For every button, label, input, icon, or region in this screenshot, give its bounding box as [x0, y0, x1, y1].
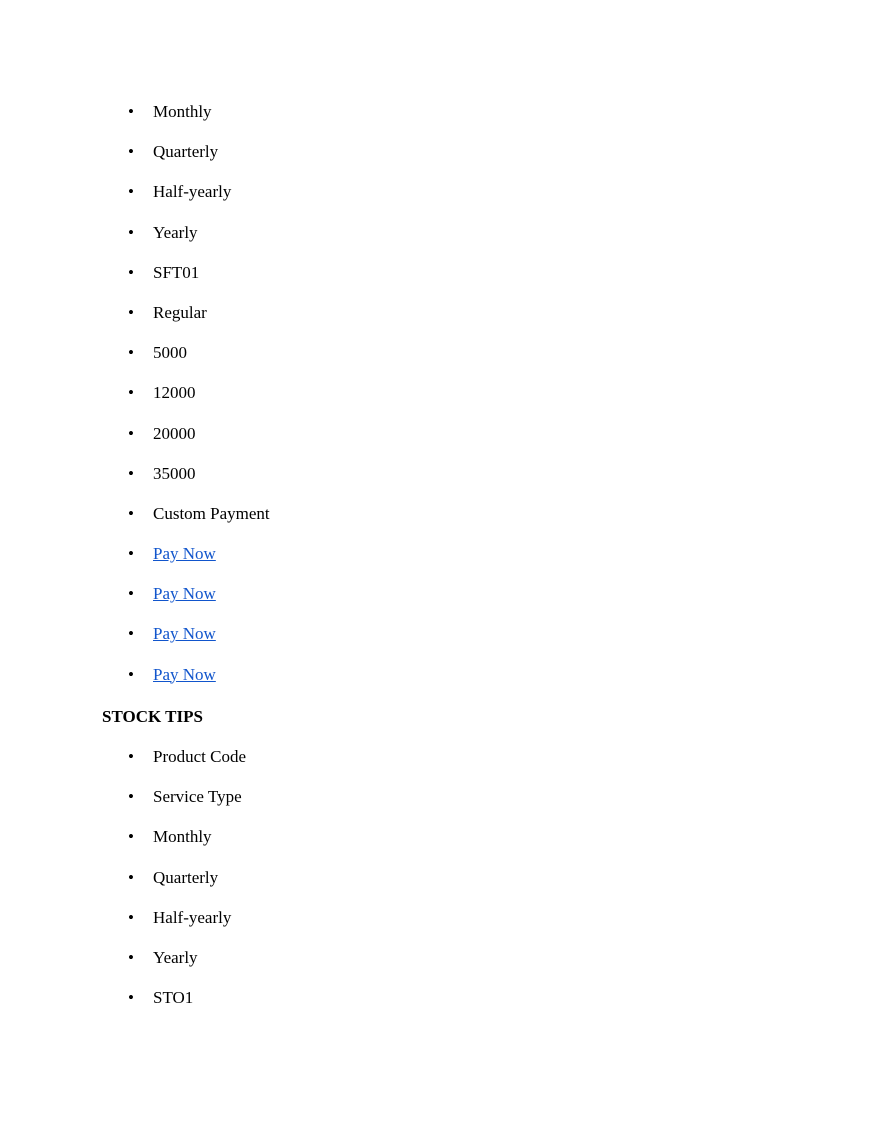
- list-item-label: 12000: [153, 383, 196, 403]
- list-item-label: Product Code: [153, 747, 247, 766]
- bullet-icon: •: [128, 947, 134, 967]
- bullet-icon: •: [128, 503, 134, 523]
- bullet-icon: •: [128, 102, 134, 121]
- list-item-label: Half-yearly: [153, 907, 232, 927]
- bullet-icon: •: [128, 827, 134, 847]
- pay-now-link[interactable]: Pay Now: [153, 664, 216, 684]
- pay-now-link[interactable]: Pay Now: [153, 624, 216, 644]
- bullet-icon: •: [128, 142, 134, 162]
- bullet-icon: •: [128, 747, 134, 766]
- bullet-icon: •: [128, 262, 134, 282]
- list-item: [0, 132, 870, 172]
- list-item: [0, 737, 870, 777]
- list-item: [0, 333, 870, 373]
- bullet-icon: •: [128, 867, 134, 887]
- list-item-label: Quarterly: [153, 142, 219, 162]
- stock-tips-list: [0, 737, 870, 1018]
- list-item: [0, 414, 870, 454]
- list-item: [0, 574, 870, 614]
- list-item-label: Monthly: [153, 102, 212, 121]
- list-item-label: 20000: [153, 423, 196, 443]
- list-item-label: Yearly: [153, 222, 198, 242]
- list-item-label: Quarterly: [153, 867, 219, 887]
- bullet-icon: •: [128, 222, 134, 242]
- list-item-label: Custom Payment: [153, 503, 270, 523]
- list-item: [0, 494, 870, 534]
- bullet-icon: •: [128, 544, 134, 564]
- bullet-icon: •: [128, 302, 134, 322]
- list-item-label: Regular: [153, 302, 207, 322]
- list-item-label: SFT01: [153, 262, 200, 282]
- list-item-label: Service Type: [153, 787, 242, 807]
- bullet-icon: •: [128, 664, 134, 684]
- bullet-icon: •: [128, 182, 134, 202]
- list-item: [0, 293, 870, 333]
- list-item: [0, 213, 870, 253]
- pay-now-link[interactable]: Pay Now: [153, 544, 216, 564]
- bullet-icon: •: [128, 584, 134, 604]
- list-item-label: Half-yearly: [153, 182, 232, 202]
- list-item: [0, 858, 870, 898]
- list-item: [0, 614, 870, 654]
- list-item: [0, 373, 870, 413]
- list-item-label: 35000: [153, 463, 196, 483]
- pricing-list: [0, 92, 870, 695]
- bullet-icon: •: [128, 423, 134, 443]
- bullet-icon: •: [128, 787, 134, 807]
- list-item: [0, 534, 870, 574]
- list-item-label: 5000: [153, 343, 187, 363]
- list-item: [0, 454, 870, 494]
- list-item: [0, 92, 870, 132]
- list-item: [0, 938, 870, 978]
- section-heading: STOCK TIPS: [102, 707, 203, 726]
- bullet-icon: •: [128, 463, 134, 483]
- list-item: [0, 172, 870, 212]
- list-item-label: Monthly: [153, 827, 212, 847]
- bullet-icon: •: [128, 907, 134, 927]
- list-item: [0, 817, 870, 857]
- pay-now-link[interactable]: Pay Now: [153, 584, 216, 604]
- list-item: [0, 978, 870, 1018]
- list-item-label: Yearly: [153, 947, 198, 967]
- list-item: [0, 898, 870, 938]
- list-item-label: STO1: [153, 988, 194, 1008]
- bullet-icon: •: [128, 988, 134, 1008]
- bullet-icon: •: [128, 624, 134, 644]
- list-item: [0, 253, 870, 293]
- bullet-icon: •: [128, 343, 134, 363]
- bullet-icon: •: [128, 383, 134, 403]
- list-item: [0, 777, 870, 817]
- list-item: [0, 655, 870, 695]
